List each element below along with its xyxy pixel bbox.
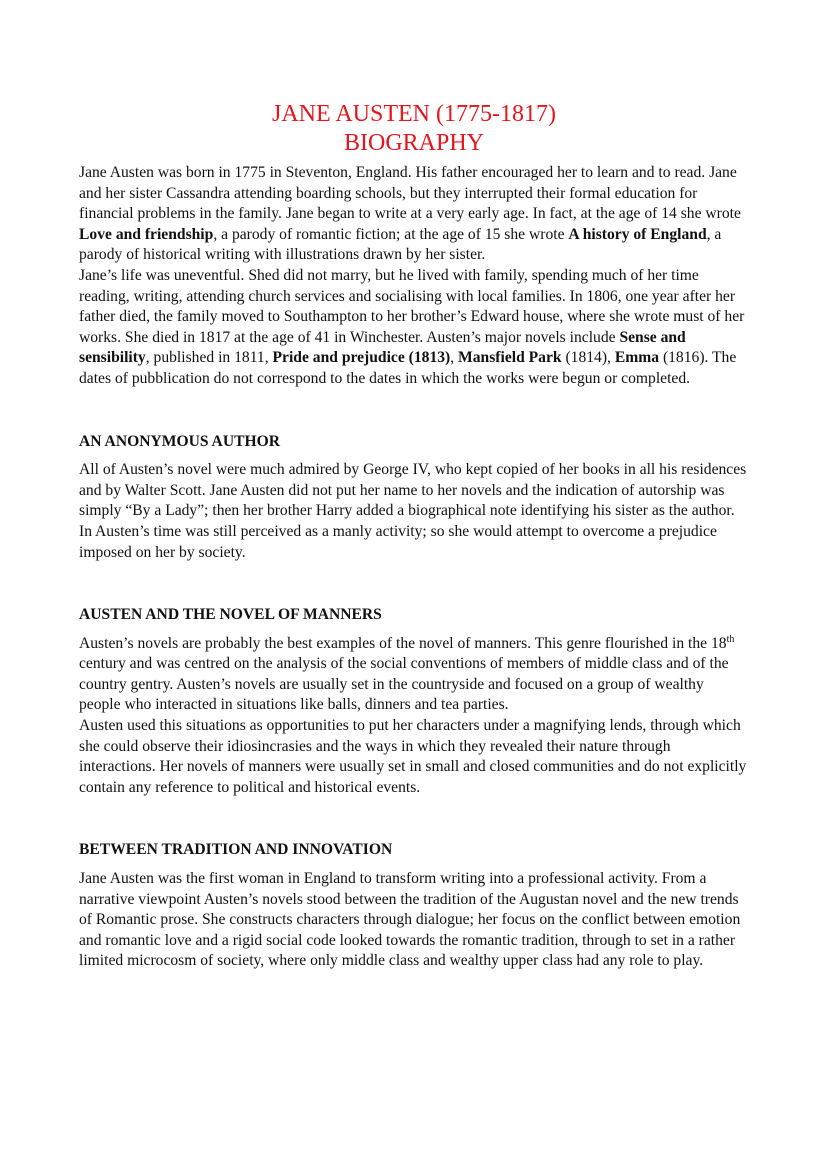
section-heading-anonymous-author: AN ANONYMOUS AUTHOR: [79, 432, 280, 450]
manners-text: century and was centred on the analysis of the social conventions of members of middle class and of the country gentry. Austen’s novels are usually set in the countryside and focused on a group of wealthy people who interacted in situations like balls, dinners and tea parties.: [79, 655, 729, 714]
intro-text: Jane Austen was born in 1775 in Steventon, England. His father encouraged her to learn and to read. Jane and her sister Cassandra attending boarding schools, but they interrupted their formal education for financial problems in the family. Jane began to write at a very early age. In fact, at the age of 14 she wrote: [79, 164, 741, 223]
intro-text: ,: [450, 349, 459, 367]
title-line-biography: BIOGRAPHY: [343, 130, 484, 156]
novel-of-manners-paragraph-2: Austen used this situations as opportunities to put her characters under a magnifying lends, through which she could observe their idiosincrasies and the ways in which they revealed their nature through interactions. Her novels of manners were usually set in small and closed communities and do not explicitly contain any reference to political and historical events.: [79, 717, 747, 796]
intro-text: , a parody of historical writing with illustrations drawn by her sister.: [79, 225, 722, 264]
intro-text: Jane’s life was uneventful. Shed did not marry, but he lived with family, spending much of her time reading, writing, attending church services and socialising with local families. In 1806, one year after her father died, the family moved to Southampton to her brother’s Edward house, where she wrote must of her works. She died in 1817 at the age of 41 in Winchester. Austen’s major novels include: [79, 266, 745, 346]
work-title-emma: Emma: [614, 349, 660, 367]
intro-paragraph-1: [79, 163, 749, 266]
intro-text: , published in 1811,: [145, 349, 273, 367]
work-title-pride-and-prejudice: Pride and prejudice (1813): [272, 349, 451, 367]
work-title-sense-and-sensibility: Sense and sensibility: [79, 328, 686, 367]
work-title-history-of-england: A history of England: [568, 225, 707, 243]
anonymous-author-paragraph: All of Austen’s novel were much admired by George IV, who kept copied of her books in all his residences and by Walter Scott. Jane Austen did not put her name to her novels and the indication of autorship was simply “By a Lady”; then her brother Harry added a biographical note identifying his sister as the author. In Austen’s time was still perceived as a manly activity; so she would attempt to overcome a prejudice imposed on her by society.: [79, 461, 747, 561]
section-heading-tradition-innovation: BETWEEN TRADITION AND INNOVATION: [79, 841, 393, 859]
novel-of-manners-paragraph-1: [79, 634, 749, 716]
ordinal-superscript: th: [726, 633, 735, 645]
intro-text: , a parody of romantic fiction; at the age of 15 she wrote: [213, 225, 569, 243]
work-title-mansfield-park: Mansfield Park: [458, 349, 562, 367]
document-page: [79, 100, 749, 972]
page-title: [79, 100, 749, 158]
tradition-innovation-paragraph: Jane Austen was the first woman in England to transform writing into a professional activity. From a narrative viewpoint Austen’s novels stood between the tradition of the Augustan novel and the new trends of Romantic prose. She constructs characters through dialogue; her focus on the conflict between emotion and romantic love and a rigid social code looked towards the romantic tradition, through to set in a rather limited microcosm of society, where only middle class and wealthy upper class had any role to play.: [79, 870, 741, 970]
work-title-love-and-friendship: Love and friendship: [79, 225, 214, 243]
intro-text: (1816). The dates of pubblication do not correspond to the dates in which the works were begun or completed.: [79, 349, 737, 387]
intro-text: (1814),: [561, 349, 615, 367]
manners-text: Austen’s novels are probably the best examples of the novel of manners. This genre flourished in the 18: [79, 634, 727, 652]
intro-paragraph-2: [79, 266, 749, 390]
title-line-name: JANE AUSTEN (1775-1817): [272, 101, 556, 127]
section-heading-novel-of-manners: AUSTEN AND THE NOVEL OF MANNERS: [79, 606, 382, 624]
